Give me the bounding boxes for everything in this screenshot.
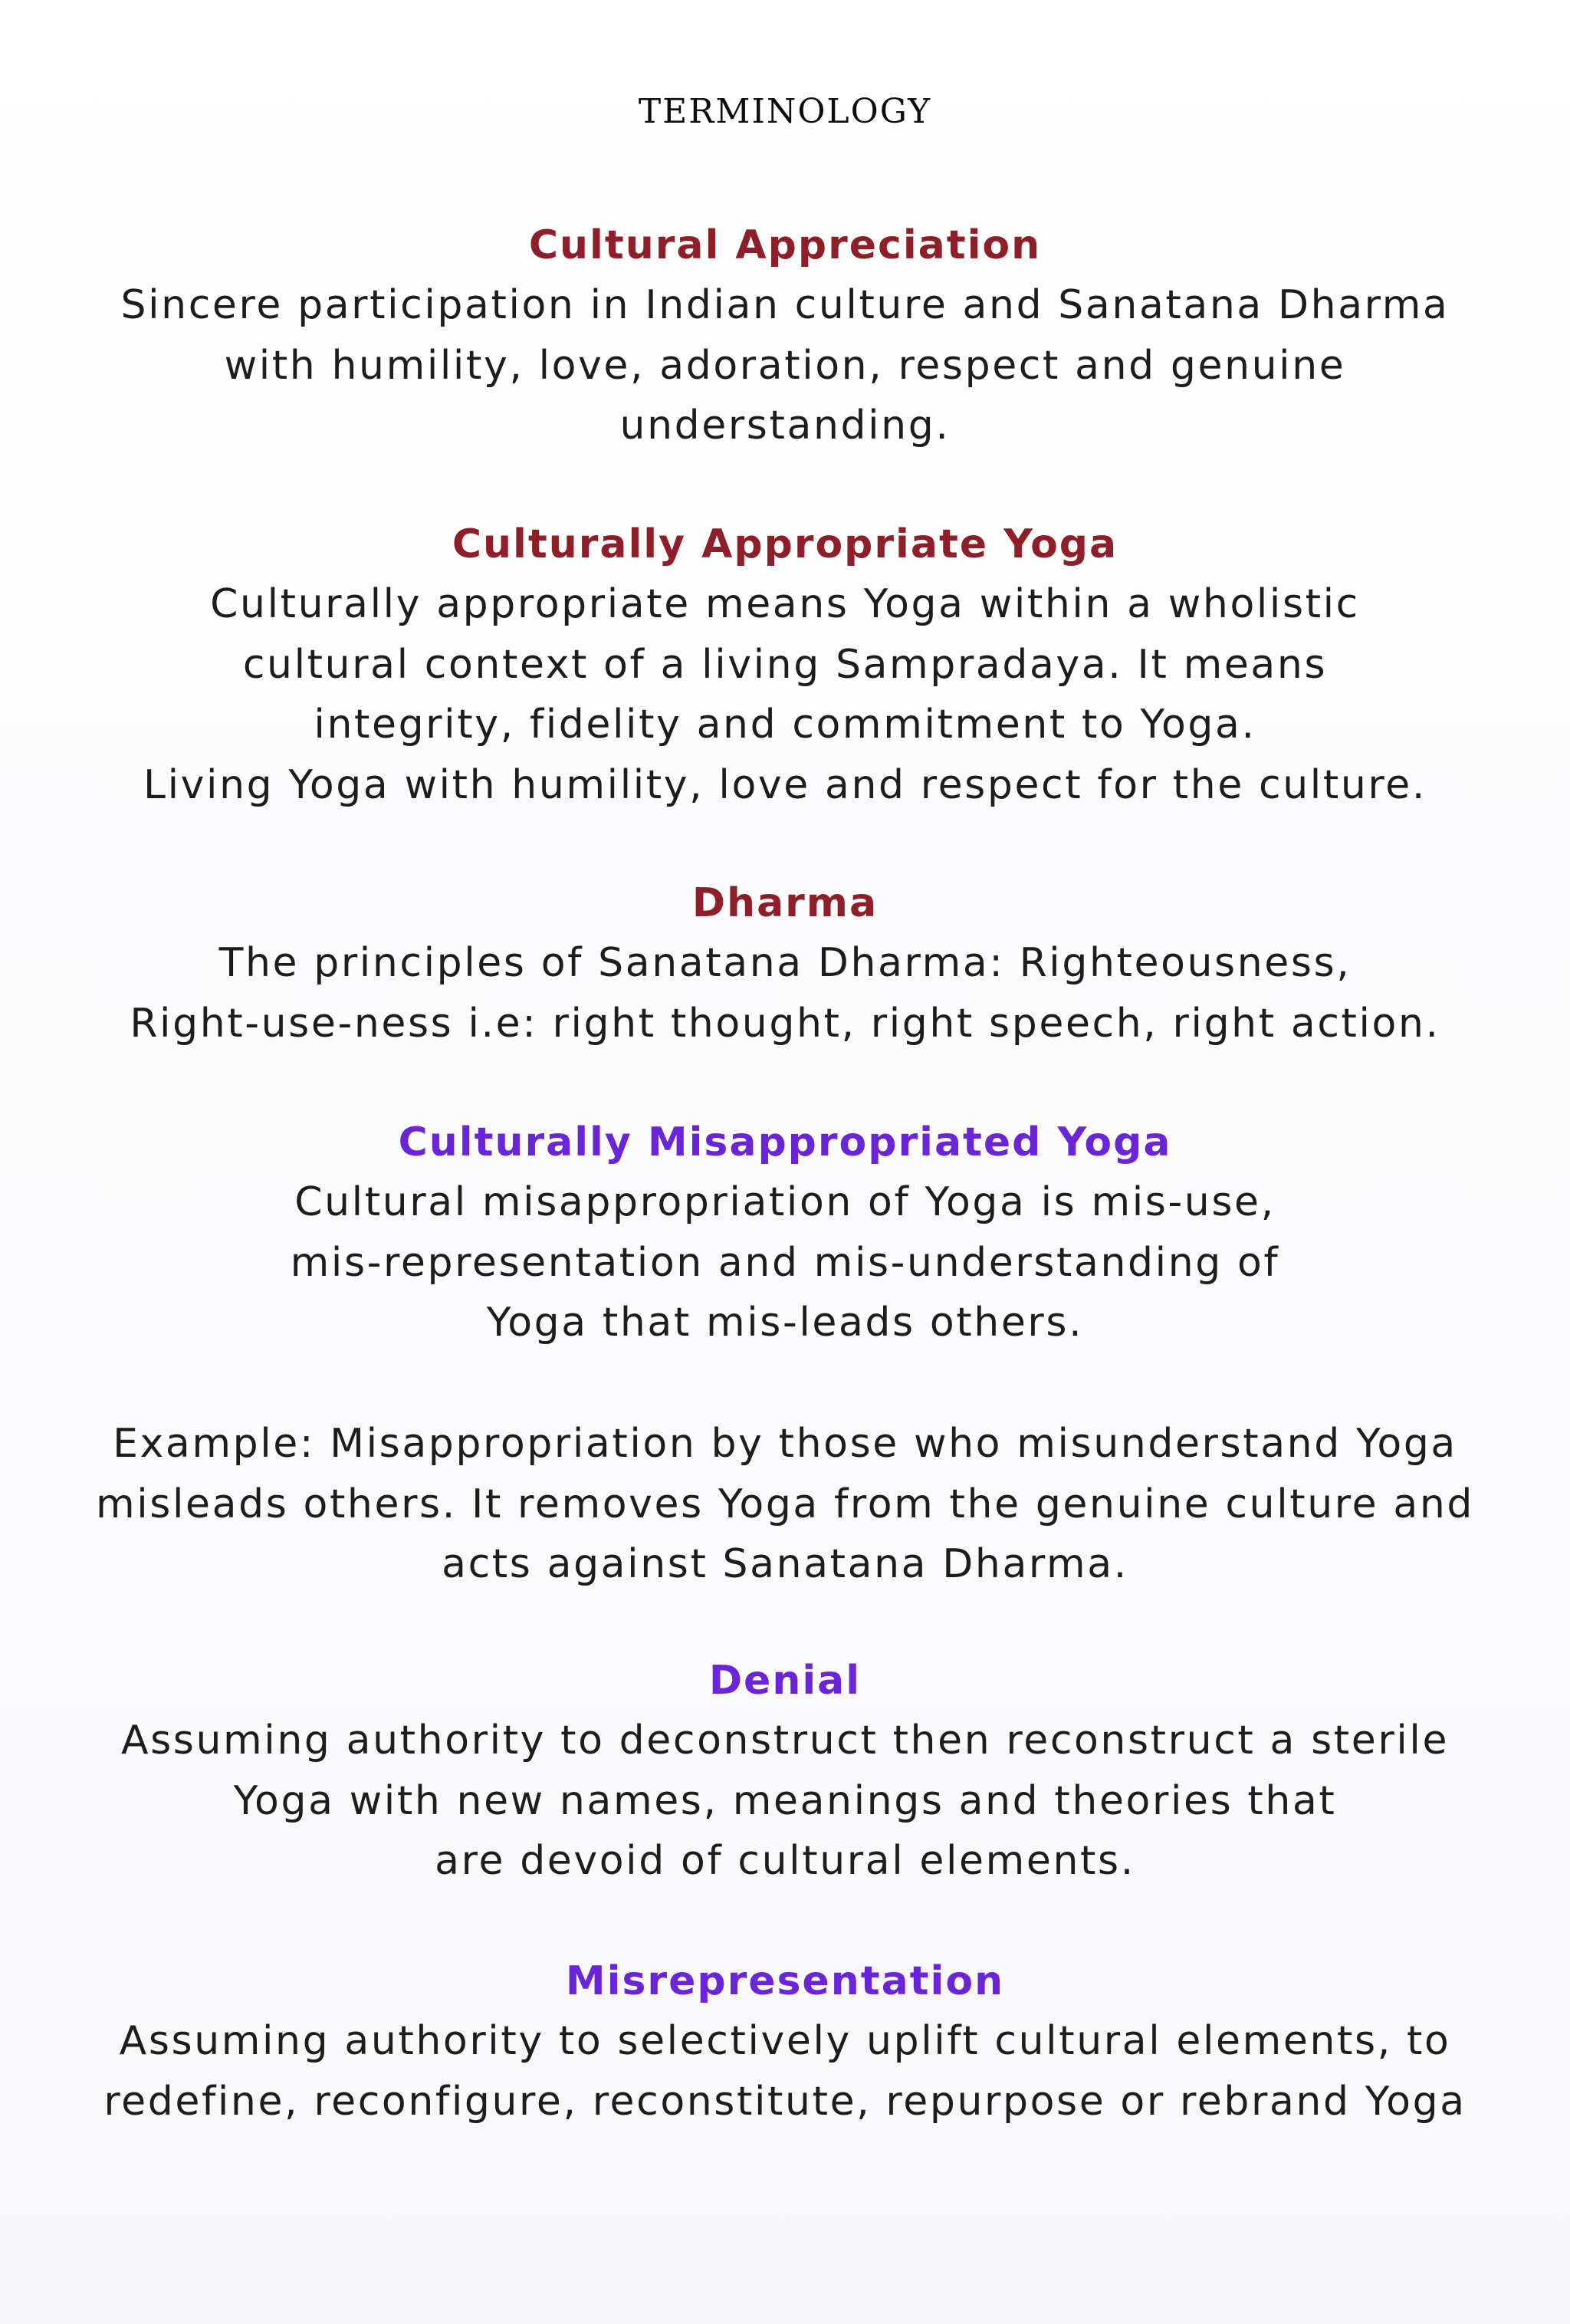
term-culturally-appropriate-yoga <box>0 514 1570 815</box>
term-heading: Misrepresentation <box>565 1958 1005 2004</box>
term-definition-line: are devoid of cultural elements. <box>435 1838 1135 1884</box>
term-definition-line: cultural context of a living Sampradaya. It means <box>242 641 1328 688</box>
term-definition-line: Assuming authority to selectively uplift cultural elements, to <box>119 2018 1451 2064</box>
term-definition-line: with humility, love, adoration, respect and genuine <box>224 342 1346 389</box>
term-definition-line: Sincere participation in Indian culture and Sanatana Dharma <box>120 282 1450 328</box>
term-definition-line: Right-use-ness i.e: right thought, right speech, right action. <box>130 1000 1440 1047</box>
term-misrepresentation <box>0 1951 1570 2132</box>
term-dharma <box>0 873 1570 1054</box>
term-definition-line: Living Yoga with humility, love and respect for the culture. <box>143 761 1427 808</box>
page-title: TERMINOLOGY <box>638 92 932 131</box>
example-line: acts against Sanatana Dharma. <box>442 1541 1128 1587</box>
term-definition-line: Yoga with new names, meanings and theories that <box>233 1777 1337 1824</box>
term-definition-line: The principles of Sanatana Dharma: Righteousness, <box>218 940 1352 986</box>
example-line: Example: Misappropriation by those who misunderstand Yoga <box>113 1421 1457 1467</box>
term-cultural-appreciation <box>0 215 1570 456</box>
term-heading: Dharma <box>691 880 879 926</box>
term-definition-line: Assuming authority to deconstruct then reconstruct a sterile <box>120 1718 1450 1764</box>
term-definition-line: Cultural misappropriation of Yoga is mis-use, <box>294 1179 1276 1225</box>
term-denial <box>0 1651 1570 1892</box>
term-definition-line: mis-representation and mis-understanding of <box>290 1239 1280 1286</box>
term-heading: Cultural Appreciation <box>528 222 1042 268</box>
term-definition-line: integrity, fidelity and commitment to Yoga. <box>314 702 1256 748</box>
term-definition-line: redefine, reconfigure, reconstitute, repurpose or rebrand Yoga <box>103 2078 1467 2125</box>
misappropriation-example <box>0 1414 1570 1595</box>
example-line: misleads others. It removes Yoga from the genuine culture and <box>96 1481 1474 1527</box>
term-definition-line: understanding. <box>619 403 951 449</box>
term-culturally-misappropriated-yoga <box>0 1113 1570 1353</box>
term-heading: Denial <box>708 1658 862 1704</box>
term-definition-line: Yoga that mis-leads others. <box>486 1300 1084 1346</box>
term-heading: Culturally Appropriate Yoga <box>452 521 1118 567</box>
term-definition-line: Culturally appropriate means Yoga within a wholistic <box>210 581 1360 627</box>
term-heading: Culturally Misappropriated Yoga <box>398 1119 1172 1165</box>
